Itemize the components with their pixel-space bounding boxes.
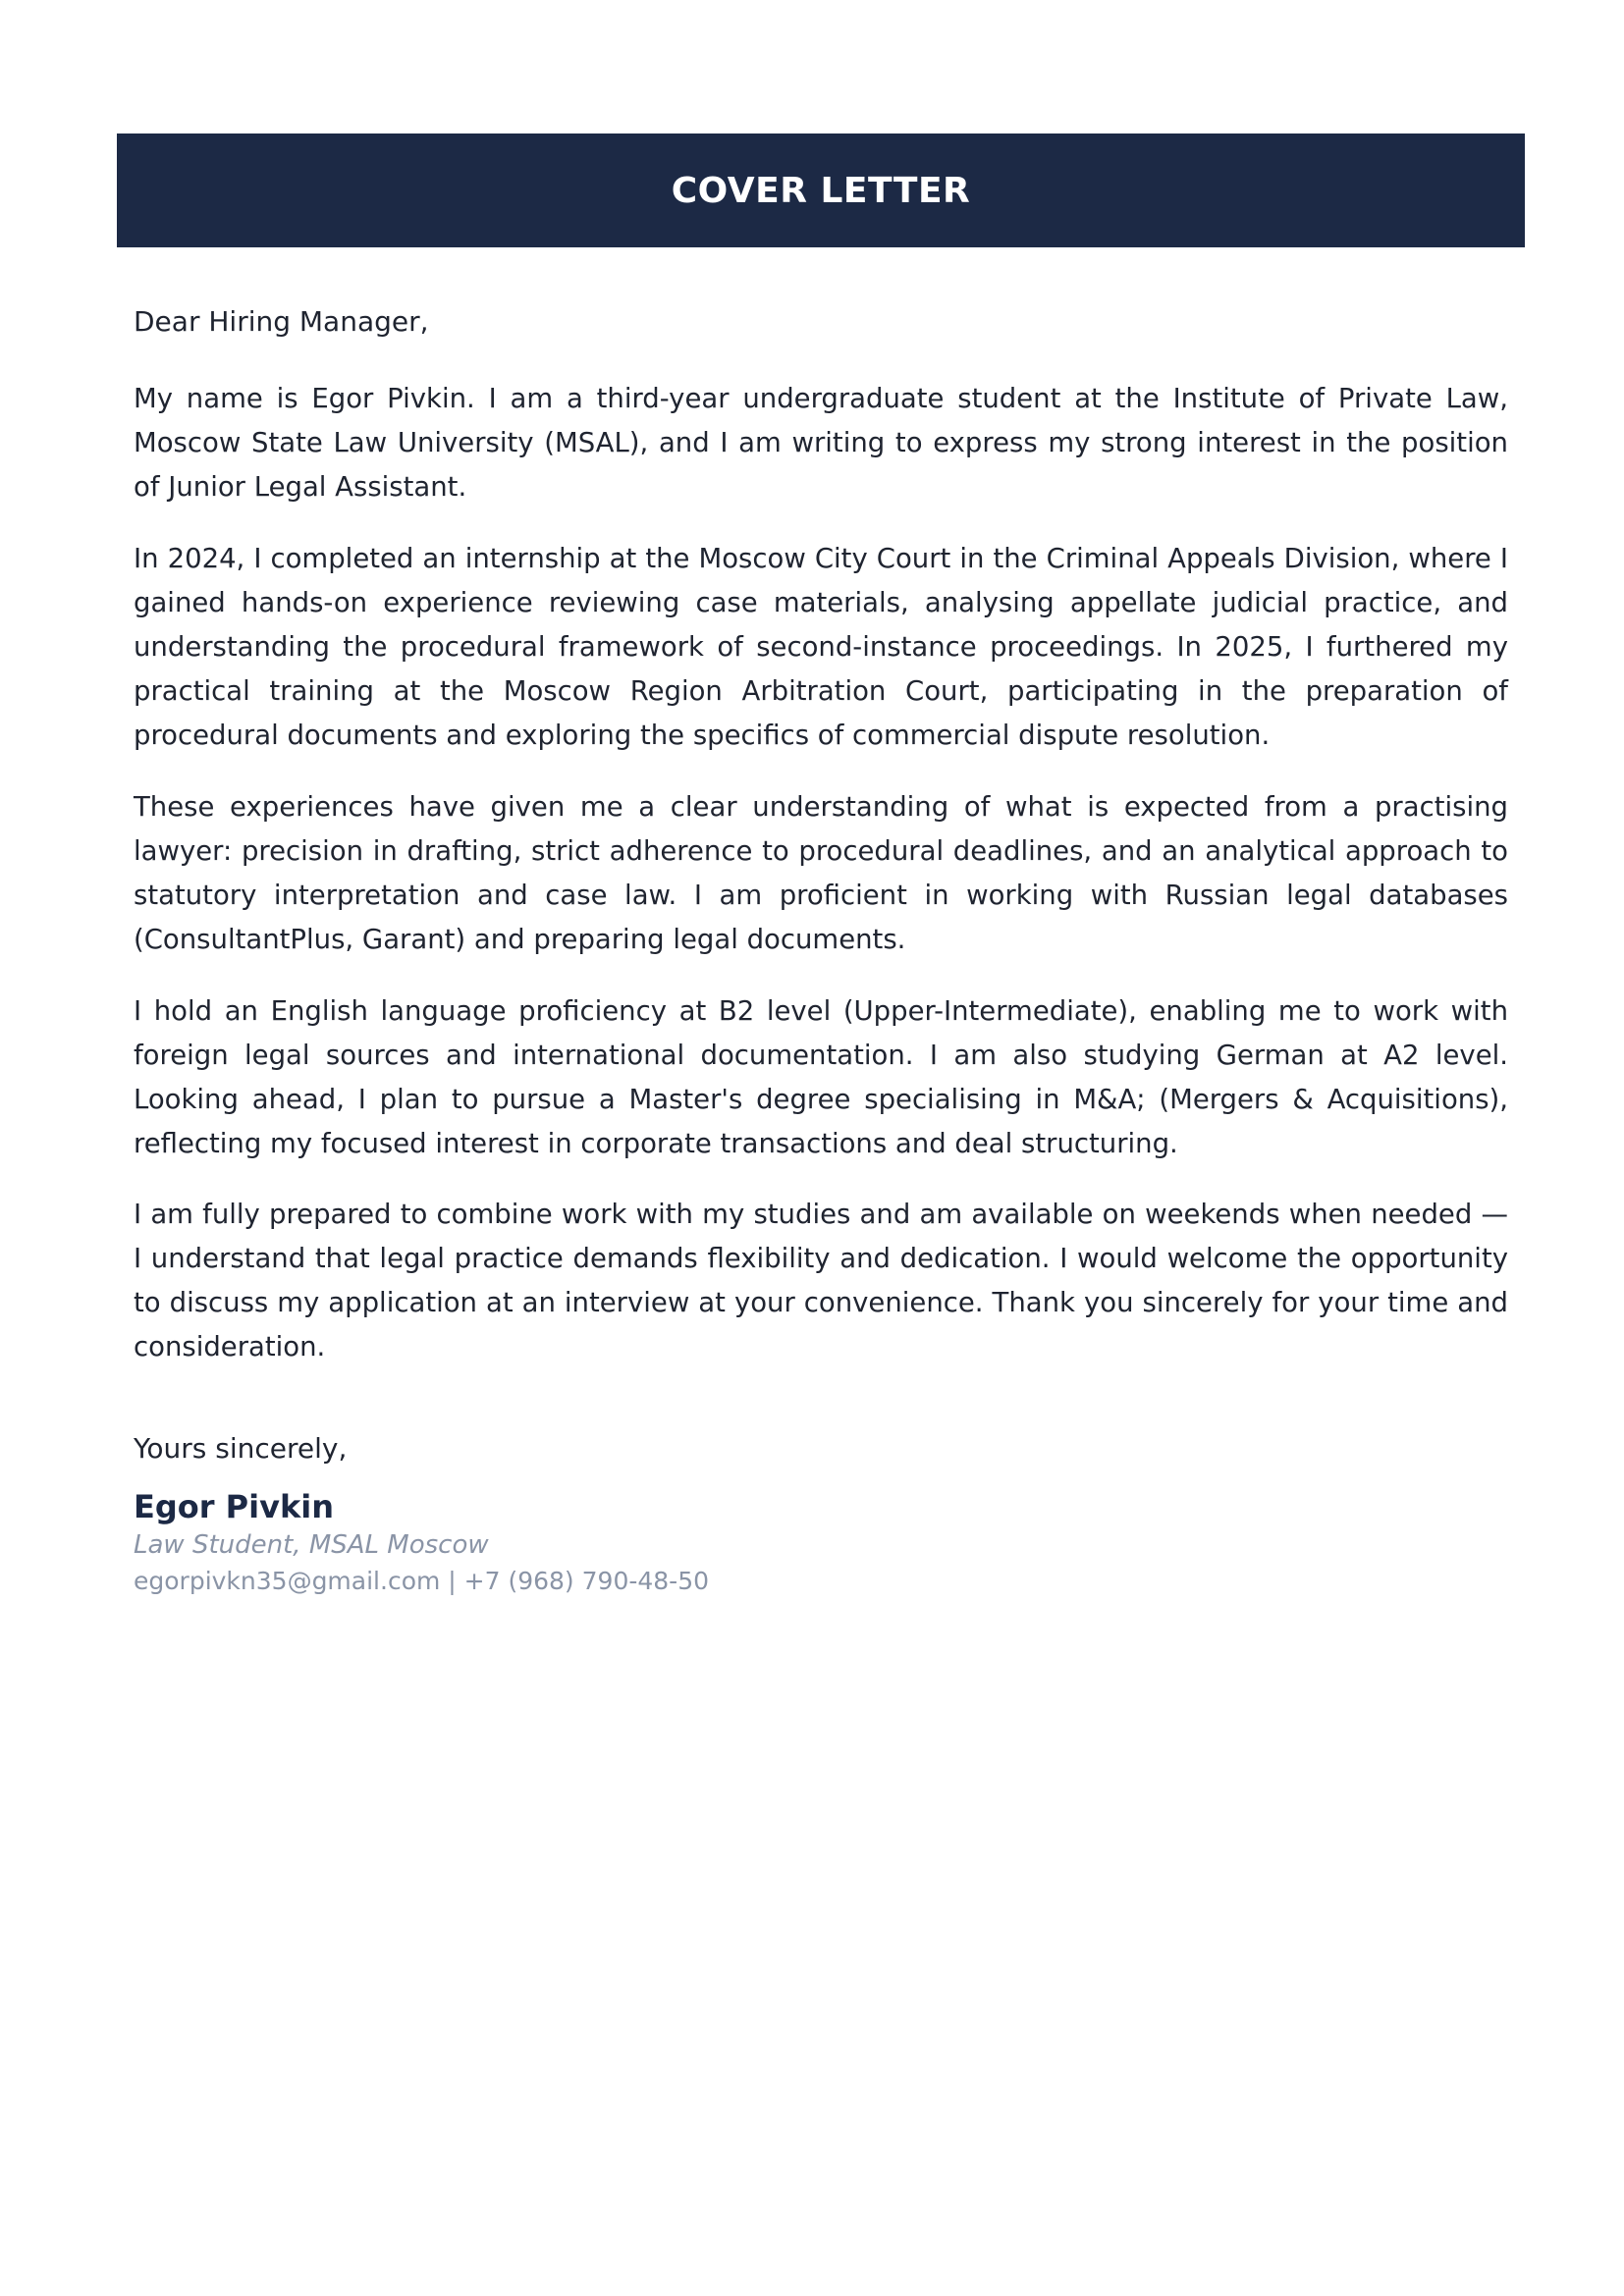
paragraph-skills: These experiences have given me a clear understanding of what is expected from a practising lawyer: precision in drafting, strict adherence to procedural deadlines, and an analytical approach to statutory interpretation and case law. I am proficient in working with Russian legal databases (ConsultantPlus, Garant) and preparing legal documents. bbox=[134, 791, 1508, 955]
paragraph-availability: I am fully prepared to combine work with my studies and am available on weekends when needed — I understand that legal practice demands flexibility and dedication. I would welcome the opportunity to discuss my application at an interview at your convenience. Thank you sincerely for your time and consideration. bbox=[134, 1199, 1508, 1362]
signature-role: Law Student, MSAL Moscow bbox=[134, 1530, 489, 1560]
paragraph-experience: In 2024, I completed an internship at the Moscow City Court in the Criminal Appeals Division, where I gained hands-on experience reviewing case materials, analysing appellate judicial practice, and understanding the procedural framework of second-instance proceedings. In 2025, I furthered my practical training at the Moscow Region Arbitration Court, participating in the preparation of procedural documents and exploring the specifics of commercial dispute resolution. bbox=[134, 543, 1508, 751]
signature-contact: egorpivkn35@gmail.com | +7 (968) 790-48-50 bbox=[134, 1567, 710, 1595]
closing-line: Yours sincerely, bbox=[134, 1432, 348, 1465]
page-title: COVER LETTER bbox=[671, 170, 971, 211]
paragraph-introduction: My name is Egor Pivkin. I am a third-year undergraduate student at the Institute of Private Law, Moscow State Law University (MSAL), and I am writing to express my strong interest in the position of Junior Legal Assistant. bbox=[134, 383, 1508, 503]
header-banner bbox=[117, 133, 1525, 247]
paragraph-languages: I hold an English language proficiency at B2 level (Upper-Intermediate), enabling me to work with foreign legal sources and international documentation. I am also studying German at A2 level. Looking ahead, I plan to pursue a Master's degree specialising in M&A; (Mergers & Acquisitions), reflecting my focused interest in corporate transactions and deal structuring. bbox=[134, 995, 1508, 1159]
salutation: Dear Hiring Manager, bbox=[134, 305, 429, 338]
signature-name: Egor Pivkin bbox=[134, 1488, 334, 1525]
